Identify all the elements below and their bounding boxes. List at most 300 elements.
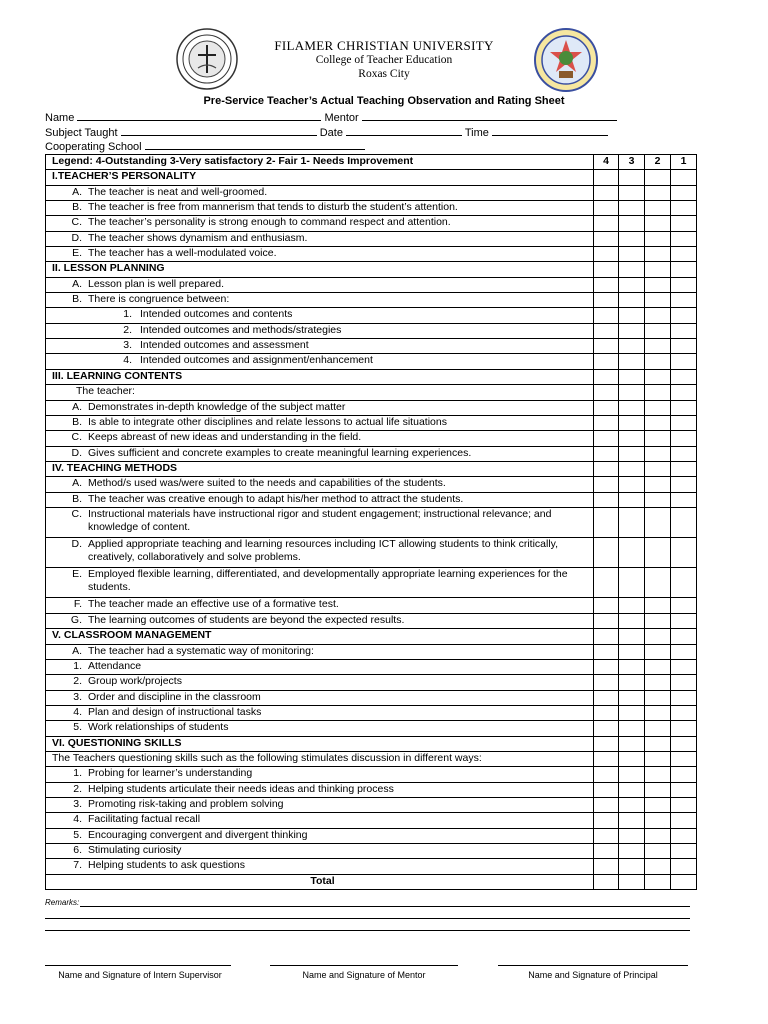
score-cell[interactable] bbox=[619, 492, 645, 507]
item-label: 5. bbox=[73, 828, 82, 841]
sub-criterion-row bbox=[46, 354, 697, 369]
score-cell[interactable] bbox=[645, 354, 671, 369]
score-cell[interactable] bbox=[594, 231, 619, 246]
item-text: Helping students articulate their needs ideas and thinking process bbox=[88, 782, 394, 795]
score-cell[interactable] bbox=[645, 293, 671, 308]
score-cell[interactable] bbox=[619, 446, 645, 461]
score-cell[interactable] bbox=[645, 644, 671, 659]
total-cell[interactable] bbox=[619, 874, 645, 889]
item-text: Employed flexible learning, differentiated, and developmentally appropriate learning experiences for the students. bbox=[88, 568, 568, 594]
score-cell[interactable] bbox=[619, 568, 645, 598]
score-cell[interactable] bbox=[671, 247, 697, 262]
score-cell[interactable] bbox=[619, 231, 645, 246]
score-cell[interactable] bbox=[645, 859, 671, 874]
score-cell[interactable] bbox=[671, 323, 697, 338]
score-cell[interactable] bbox=[594, 446, 619, 461]
score-cell[interactable] bbox=[594, 598, 619, 613]
score-cell[interactable] bbox=[594, 415, 619, 430]
score-cell[interactable] bbox=[619, 262, 645, 277]
score-cell[interactable] bbox=[645, 813, 671, 828]
item-text: Order and discipline in the classroom bbox=[88, 690, 261, 703]
score-cell[interactable] bbox=[619, 859, 645, 874]
remarks-label: Remarks: bbox=[45, 898, 80, 907]
mentor-signature-line[interactable] bbox=[270, 965, 458, 966]
item-label: 2. bbox=[73, 782, 82, 795]
score-cell[interactable] bbox=[671, 675, 697, 690]
score-cell[interactable] bbox=[594, 659, 619, 674]
university-name: FILAMER CHRISTIAN UNIVERSITY bbox=[274, 38, 494, 53]
score-cell[interactable] bbox=[645, 185, 671, 200]
total-cell[interactable] bbox=[594, 874, 619, 889]
score-cell[interactable] bbox=[619, 277, 645, 292]
sub-item-label: 2. bbox=[123, 323, 132, 336]
score-cell[interactable] bbox=[671, 538, 697, 568]
sub-item-text: Intended outcomes and assignment/enhancement bbox=[140, 354, 373, 367]
score-cell[interactable] bbox=[619, 201, 645, 216]
score-cell[interactable] bbox=[645, 492, 671, 507]
score-cell[interactable] bbox=[594, 339, 619, 354]
score-cell[interactable] bbox=[671, 736, 697, 751]
score-cell[interactable] bbox=[619, 216, 645, 231]
criterion-row bbox=[46, 797, 697, 812]
item-text: Gives sufficient and concrete examples to create meaningful learning experiences. bbox=[88, 446, 472, 459]
criterion-row bbox=[46, 644, 697, 659]
score-cell[interactable] bbox=[645, 613, 671, 628]
score-cell[interactable] bbox=[594, 675, 619, 690]
item-text: The teacher had a systematic way of monitoring: bbox=[88, 644, 314, 657]
score-cell[interactable] bbox=[671, 782, 697, 797]
item-text: Helping students to ask questions bbox=[88, 859, 246, 872]
score-cell[interactable] bbox=[594, 216, 619, 231]
score-cell[interactable] bbox=[645, 339, 671, 354]
sub-criterion-row bbox=[46, 308, 697, 323]
score-cell[interactable] bbox=[594, 859, 619, 874]
score-cell[interactable] bbox=[594, 736, 619, 751]
item-text: Stimulating curiosity bbox=[88, 843, 182, 856]
score-cell[interactable] bbox=[671, 690, 697, 705]
score-cell[interactable] bbox=[594, 538, 619, 568]
item-label: C. bbox=[71, 431, 82, 444]
score-cell[interactable] bbox=[619, 339, 645, 354]
sub-item-text: Intended outcomes and contents bbox=[140, 308, 293, 321]
score-cell[interactable] bbox=[671, 262, 697, 277]
form-title: Pre-Service Teacher’s Actual Teaching Observation and Rating Sheet bbox=[203, 95, 565, 107]
score-cell[interactable] bbox=[594, 323, 619, 338]
criterion-row bbox=[46, 507, 697, 537]
score-cell[interactable] bbox=[671, 354, 697, 369]
score-cell[interactable] bbox=[645, 216, 671, 231]
score-cell[interactable] bbox=[619, 354, 645, 369]
score-cell[interactable] bbox=[619, 751, 645, 766]
score-cell[interactable] bbox=[671, 308, 697, 323]
score-cell[interactable] bbox=[619, 461, 645, 476]
score-cell[interactable] bbox=[645, 568, 671, 598]
score-cell[interactable] bbox=[594, 492, 619, 507]
item-label: A. bbox=[72, 277, 82, 290]
score-cell[interactable] bbox=[645, 477, 671, 492]
score-cell[interactable] bbox=[594, 400, 619, 415]
score-cell[interactable] bbox=[671, 277, 697, 292]
score-cell[interactable] bbox=[671, 507, 697, 537]
score-cell[interactable] bbox=[619, 538, 645, 568]
item-label: D. bbox=[71, 231, 82, 244]
item-label: 2. bbox=[73, 675, 82, 688]
score-cell[interactable] bbox=[594, 568, 619, 598]
item-label: G. bbox=[70, 613, 82, 626]
score-cell[interactable] bbox=[671, 461, 697, 476]
item-text: Instructional materials have instructional rigor and student engagement; instructional relevance; and knowledge of content. bbox=[88, 507, 552, 533]
score-cell[interactable] bbox=[619, 690, 645, 705]
score-cell[interactable] bbox=[671, 751, 697, 766]
time-label: Time bbox=[464, 127, 489, 139]
criterion-row bbox=[46, 216, 697, 231]
score-cell[interactable] bbox=[671, 859, 697, 874]
score-cell[interactable] bbox=[645, 431, 671, 446]
score-header-4: 4 bbox=[594, 155, 619, 170]
item-label: D. bbox=[71, 538, 82, 551]
score-cell[interactable] bbox=[594, 843, 619, 858]
score-cell[interactable] bbox=[619, 185, 645, 200]
score-cell[interactable] bbox=[645, 277, 671, 292]
score-cell[interactable] bbox=[645, 751, 671, 766]
score-cell[interactable] bbox=[619, 797, 645, 812]
item-label: E. bbox=[72, 568, 82, 581]
info-row-name bbox=[45, 110, 617, 124]
score-cell[interactable] bbox=[594, 644, 619, 659]
score-cell[interactable] bbox=[645, 201, 671, 216]
score-cell[interactable] bbox=[619, 507, 645, 537]
score-cell[interactable] bbox=[645, 736, 671, 751]
score-cell[interactable] bbox=[645, 705, 671, 720]
score-cell[interactable] bbox=[594, 293, 619, 308]
score-cell[interactable] bbox=[594, 277, 619, 292]
score-cell[interactable] bbox=[619, 767, 645, 782]
score-cell[interactable] bbox=[645, 308, 671, 323]
score-cell[interactable] bbox=[594, 751, 619, 766]
score-cell[interactable] bbox=[645, 538, 671, 568]
score-cell[interactable] bbox=[594, 477, 619, 492]
sub-criterion-row bbox=[46, 323, 697, 338]
total-row bbox=[46, 874, 697, 889]
criterion-row bbox=[46, 859, 697, 874]
supervisor-signature-label: Name and Signature of Intern Supervisor bbox=[58, 970, 222, 980]
section-header-row bbox=[46, 170, 697, 185]
item-label: A. bbox=[72, 644, 82, 657]
total-label: Total bbox=[46, 874, 594, 889]
score-cell[interactable] bbox=[619, 659, 645, 674]
item-text: Keeps abreast of new ideas and understanding in the field. bbox=[88, 431, 362, 444]
section-intro-row bbox=[46, 385, 697, 400]
criterion-row bbox=[46, 705, 697, 720]
score-cell[interactable] bbox=[671, 446, 697, 461]
score-cell[interactable] bbox=[594, 797, 619, 812]
item-text: Promoting risk-taking and problem solving bbox=[88, 797, 284, 810]
score-cell[interactable] bbox=[671, 477, 697, 492]
score-cell[interactable] bbox=[645, 446, 671, 461]
score-cell[interactable] bbox=[645, 782, 671, 797]
subject-field[interactable] bbox=[121, 125, 317, 136]
sub-item-label: 4. bbox=[123, 354, 132, 367]
criterion-row bbox=[46, 538, 697, 568]
score-cell[interactable] bbox=[671, 385, 697, 400]
score-cell[interactable] bbox=[671, 828, 697, 843]
item-text: Work relationships of students bbox=[88, 721, 229, 734]
score-cell[interactable] bbox=[594, 201, 619, 216]
item-text: Method/s used was/were suited to the needs and capabilities of the students. bbox=[88, 477, 446, 490]
item-label: 1. bbox=[73, 767, 82, 780]
item-label: B. bbox=[72, 201, 82, 214]
subject-label: Subject Taught bbox=[45, 127, 118, 139]
score-cell[interactable] bbox=[594, 369, 619, 384]
item-label: 1. bbox=[73, 659, 82, 672]
criterion-row bbox=[46, 400, 697, 415]
school-field[interactable] bbox=[145, 139, 365, 150]
score-cell[interactable] bbox=[645, 385, 671, 400]
criterion-row bbox=[46, 767, 697, 782]
criterion-row bbox=[46, 247, 697, 262]
score-cell[interactable] bbox=[645, 400, 671, 415]
remarks-line[interactable] bbox=[45, 930, 690, 931]
score-cell[interactable] bbox=[645, 721, 671, 736]
score-cell[interactable] bbox=[619, 170, 645, 185]
item-label: 3. bbox=[73, 797, 82, 810]
score-cell[interactable] bbox=[671, 201, 697, 216]
item-text: The teacher’s personality is strong enough to command respect and attention. bbox=[88, 216, 451, 229]
score-cell[interactable] bbox=[619, 415, 645, 430]
sub-item-text: Intended outcomes and assessment bbox=[140, 339, 309, 352]
criterion-row bbox=[46, 782, 697, 797]
section-intro: The teacher: bbox=[76, 385, 135, 398]
score-cell[interactable] bbox=[619, 598, 645, 613]
score-cell[interactable] bbox=[645, 415, 671, 430]
principal-signature-line[interactable] bbox=[498, 965, 688, 966]
score-cell[interactable] bbox=[594, 170, 619, 185]
score-cell[interactable] bbox=[619, 477, 645, 492]
score-header-3: 3 bbox=[619, 155, 645, 170]
item-label: 4. bbox=[73, 705, 82, 718]
item-label: B. bbox=[72, 415, 82, 428]
score-cell[interactable] bbox=[619, 431, 645, 446]
score-cell[interactable] bbox=[671, 339, 697, 354]
item-text: Is able to integrate other disciplines and relate lessons to actual life situations bbox=[88, 415, 447, 428]
score-cell[interactable] bbox=[594, 185, 619, 200]
sub-item-label: 3. bbox=[123, 339, 132, 352]
remarks-line[interactable] bbox=[80, 906, 690, 907]
score-cell[interactable] bbox=[645, 843, 671, 858]
score-cell[interactable] bbox=[619, 247, 645, 262]
section-title: V. CLASSROOM MANAGEMENT bbox=[46, 629, 594, 644]
criterion-row bbox=[46, 492, 697, 507]
criterion-row bbox=[46, 201, 697, 216]
score-cell[interactable] bbox=[645, 675, 671, 690]
item-text: Probing for learner’s understanding bbox=[88, 767, 253, 780]
criterion-row bbox=[46, 415, 697, 430]
criterion-row bbox=[46, 293, 697, 308]
date-field[interactable] bbox=[346, 125, 462, 136]
mentor-field[interactable] bbox=[362, 110, 617, 121]
score-cell[interactable] bbox=[594, 431, 619, 446]
score-cell[interactable] bbox=[645, 767, 671, 782]
score-cell[interactable] bbox=[619, 385, 645, 400]
score-cell[interactable] bbox=[594, 507, 619, 537]
item-label: F. bbox=[73, 598, 82, 611]
score-cell[interactable] bbox=[645, 659, 671, 674]
score-cell[interactable] bbox=[645, 369, 671, 384]
score-cell[interactable] bbox=[619, 721, 645, 736]
score-cell[interactable] bbox=[671, 431, 697, 446]
item-label: C. bbox=[71, 216, 82, 229]
score-cell[interactable] bbox=[645, 690, 671, 705]
score-cell[interactable] bbox=[619, 293, 645, 308]
score-cell[interactable] bbox=[619, 813, 645, 828]
score-cell[interactable] bbox=[619, 736, 645, 751]
item-text: Encouraging convergent and divergent thinking bbox=[88, 828, 308, 841]
section-intro: The Teachers questioning skills such as the following stimulates discussion in different ways: bbox=[52, 751, 482, 764]
score-cell[interactable] bbox=[594, 461, 619, 476]
section-title: I.TEACHER’S PERSONALITY bbox=[46, 170, 594, 185]
score-cell[interactable] bbox=[594, 262, 619, 277]
item-text: Demonstrates in-depth knowledge of the subject matter bbox=[88, 400, 346, 413]
total-cell[interactable] bbox=[645, 874, 671, 889]
score-cell[interactable] bbox=[594, 690, 619, 705]
item-label: B. bbox=[72, 492, 82, 505]
item-text: Lesson plan is well prepared. bbox=[88, 277, 224, 290]
score-cell[interactable] bbox=[645, 247, 671, 262]
score-cell[interactable] bbox=[645, 323, 671, 338]
score-cell[interactable] bbox=[619, 705, 645, 720]
legend-row bbox=[46, 155, 697, 170]
score-cell[interactable] bbox=[671, 400, 697, 415]
score-cell[interactable] bbox=[671, 415, 697, 430]
score-cell[interactable] bbox=[619, 613, 645, 628]
section-header-row bbox=[46, 262, 697, 277]
item-label: 6. bbox=[73, 843, 82, 856]
score-cell[interactable] bbox=[619, 843, 645, 858]
total-cell[interactable] bbox=[671, 874, 697, 889]
score-cell[interactable] bbox=[594, 613, 619, 628]
score-cell[interactable] bbox=[671, 644, 697, 659]
school-label: Cooperating School bbox=[45, 141, 142, 153]
date-label: Date bbox=[319, 127, 343, 139]
score-cell[interactable] bbox=[645, 262, 671, 277]
score-cell[interactable] bbox=[619, 644, 645, 659]
score-cell[interactable] bbox=[671, 185, 697, 200]
score-cell[interactable] bbox=[594, 813, 619, 828]
item-text: Applied appropriate teaching and learning resources including ICT allowing students to think critically, creatively, collaboratively and solve problems. bbox=[88, 538, 559, 564]
legend-text: Legend: 4-Outstanding 3-Very satisfactory 2- Fair 1- Needs Improvement bbox=[46, 155, 594, 170]
score-cell[interactable] bbox=[594, 782, 619, 797]
score-cell[interactable] bbox=[645, 598, 671, 613]
item-label: 7. bbox=[73, 859, 82, 872]
score-cell[interactable] bbox=[594, 247, 619, 262]
criterion-row bbox=[46, 598, 697, 613]
city-name: Roxas City bbox=[358, 68, 410, 80]
item-text: The teacher is neat and well-groomed. bbox=[88, 185, 268, 198]
score-cell[interactable] bbox=[671, 659, 697, 674]
score-cell[interactable] bbox=[619, 675, 645, 690]
score-cell[interactable] bbox=[594, 354, 619, 369]
name-label: Name bbox=[45, 112, 75, 124]
score-cell[interactable] bbox=[619, 323, 645, 338]
score-cell[interactable] bbox=[645, 797, 671, 812]
score-cell[interactable] bbox=[671, 721, 697, 736]
score-cell[interactable] bbox=[671, 293, 697, 308]
score-cell[interactable] bbox=[645, 828, 671, 843]
score-cell[interactable] bbox=[671, 797, 697, 812]
score-cell[interactable] bbox=[645, 170, 671, 185]
remarks-line[interactable] bbox=[45, 918, 690, 919]
sub-item-text: Intended outcomes and methods/strategies bbox=[140, 323, 342, 336]
item-label: A. bbox=[72, 400, 82, 413]
score-cell[interactable] bbox=[671, 216, 697, 231]
score-cell[interactable] bbox=[645, 507, 671, 537]
score-cell[interactable] bbox=[671, 231, 697, 246]
criterion-row bbox=[46, 185, 697, 200]
criterion-row bbox=[46, 659, 697, 674]
score-cell[interactable] bbox=[619, 369, 645, 384]
score-cell[interactable] bbox=[645, 231, 671, 246]
score-cell[interactable] bbox=[619, 400, 645, 415]
item-text: The teacher has a well-modulated voice. bbox=[88, 247, 277, 260]
score-cell[interactable] bbox=[671, 613, 697, 628]
score-cell[interactable] bbox=[594, 385, 619, 400]
time-field[interactable] bbox=[492, 125, 608, 136]
score-cell[interactable] bbox=[671, 492, 697, 507]
score-cell[interactable] bbox=[594, 721, 619, 736]
score-cell[interactable] bbox=[671, 598, 697, 613]
section-title: III. LEARNING CONTENTS bbox=[46, 369, 594, 384]
supervisor-signature-line[interactable] bbox=[45, 965, 231, 966]
score-cell[interactable] bbox=[619, 629, 645, 644]
score-cell[interactable] bbox=[594, 828, 619, 843]
score-cell[interactable] bbox=[619, 828, 645, 843]
score-cell[interactable] bbox=[671, 369, 697, 384]
score-cell[interactable] bbox=[671, 568, 697, 598]
criterion-row bbox=[46, 721, 697, 736]
score-cell[interactable] bbox=[645, 461, 671, 476]
score-header-2: 2 bbox=[645, 155, 671, 170]
item-text: The learning outcomes of students are beyond the expected results. bbox=[88, 613, 405, 626]
institution-header bbox=[200, 38, 568, 81]
name-field[interactable] bbox=[77, 110, 321, 121]
item-text: The teacher shows dynamism and enthusiasm. bbox=[88, 231, 308, 244]
criterion-row bbox=[46, 675, 697, 690]
section-title: VI. QUESTIONING SKILLS bbox=[46, 736, 594, 751]
score-cell[interactable] bbox=[619, 782, 645, 797]
score-cell[interactable] bbox=[619, 308, 645, 323]
score-cell[interactable] bbox=[671, 767, 697, 782]
score-cell[interactable] bbox=[594, 705, 619, 720]
section-intro-row bbox=[46, 751, 697, 766]
score-cell[interactable] bbox=[671, 170, 697, 185]
sub-criterion-row bbox=[46, 339, 697, 354]
criterion-row bbox=[46, 446, 697, 461]
item-label: A. bbox=[72, 477, 82, 490]
score-cell[interactable] bbox=[594, 767, 619, 782]
score-cell[interactable] bbox=[671, 629, 697, 644]
college-name: College of Teacher Education bbox=[315, 54, 453, 66]
score-cell[interactable] bbox=[671, 705, 697, 720]
score-cell[interactable] bbox=[671, 843, 697, 858]
mentor-signature-label: Name and Signature of Mentor bbox=[302, 970, 426, 980]
score-cell[interactable] bbox=[594, 308, 619, 323]
score-cell[interactable] bbox=[671, 813, 697, 828]
score-cell[interactable] bbox=[594, 629, 619, 644]
section-header-row bbox=[46, 629, 697, 644]
criterion-row bbox=[46, 813, 697, 828]
score-cell[interactable] bbox=[645, 629, 671, 644]
item-label: A. bbox=[72, 185, 82, 198]
